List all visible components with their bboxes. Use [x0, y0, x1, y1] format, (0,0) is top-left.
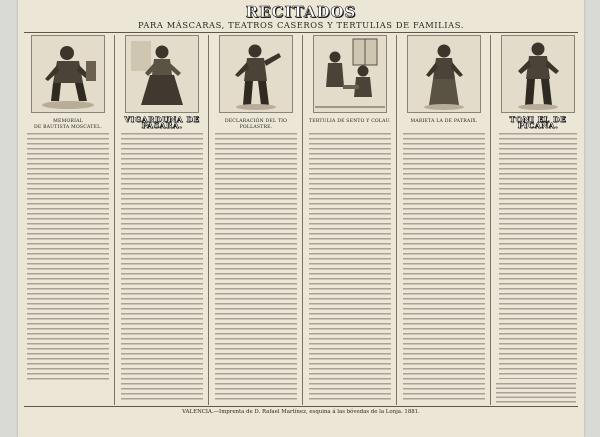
column-toni — [493, 35, 583, 405]
column-divider — [396, 35, 397, 405]
column-pollastre — [211, 35, 301, 405]
column-title: MARIETA LA DE PATRAIX. — [410, 119, 478, 124]
column-divider — [490, 35, 491, 405]
verse-text-block — [27, 133, 109, 383]
bottom-rule — [24, 406, 578, 407]
verse-text-block — [309, 133, 391, 403]
column-marieta — [399, 35, 489, 405]
closing-note-block — [496, 383, 576, 403]
two-men-interior-icon — [313, 35, 387, 113]
verse-text-block — [499, 133, 577, 379]
column-divider — [114, 35, 115, 405]
woman-figure-icon — [125, 35, 199, 113]
column-title: VIGARDUNA DE PASARA. — [124, 115, 200, 130]
broadside-sheet — [18, 0, 584, 437]
column-divider — [302, 35, 303, 405]
verse-text-block — [215, 133, 297, 403]
column-divider — [208, 35, 209, 405]
verse-text-block — [403, 133, 485, 403]
top-rule — [24, 32, 578, 33]
imprint-footer: VALENCIA.—Imprenta de D. Rafael Martínez, esquina á las bóvedas de la Lonja. 1881. — [182, 409, 420, 415]
column-title: TONI EL DE PICAÑA. — [509, 115, 567, 130]
peasant-figure-icon — [407, 35, 481, 113]
page-subtitle: PARA MÁSCARAS, TEATROS CASEROS Y TERTULIAS DE FAMILIAS. — [138, 20, 464, 30]
seated-man-figure-icon — [31, 35, 105, 113]
column-title: MEMORIAL DE BAUTISTA MOSCATEL. — [33, 119, 102, 130]
page-title: RECITADOS — [245, 3, 357, 21]
column-tertulia — [305, 35, 395, 405]
verse-text-block — [121, 133, 203, 403]
gesturing-man-figure-icon — [219, 35, 293, 113]
column-memorial — [23, 35, 113, 405]
standing-man-figure-icon — [501, 35, 575, 113]
column-title: TERTULIA DE SENTO Y COLAU. — [309, 119, 391, 124]
column-vigarduna — [117, 35, 207, 405]
column-title: DECLARACIÓN DEL TIO POLLASTRE. — [224, 119, 288, 130]
